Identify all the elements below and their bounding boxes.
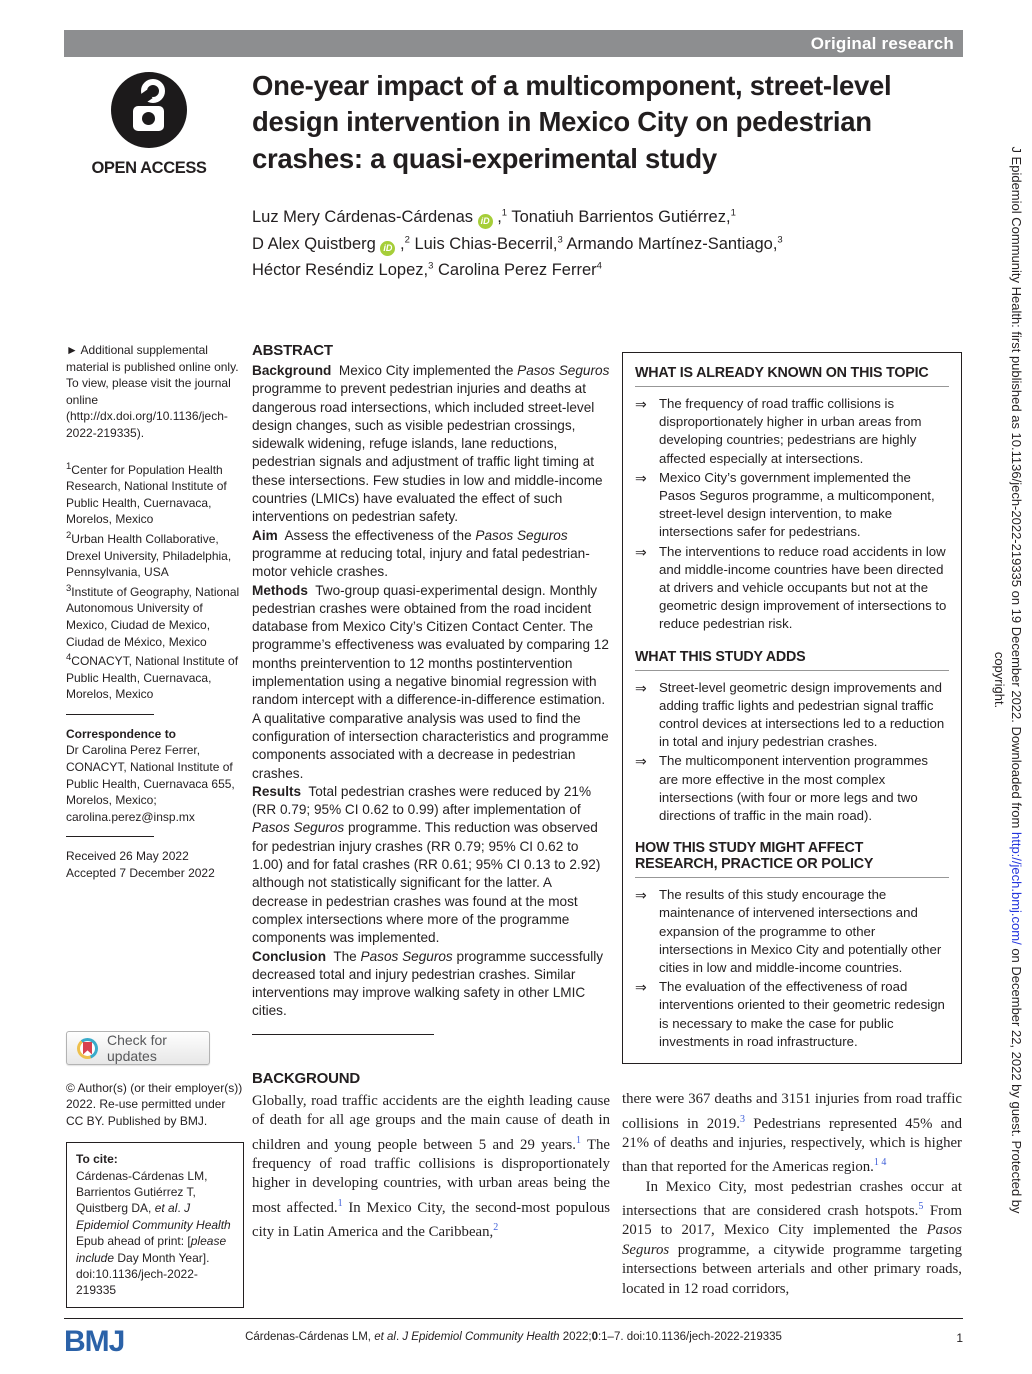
- footer-citation: Cárdenas-Cárdenas LM, et al. J Epidemiol Community Health 2022;0:1–7. doi:10.1136/jech-2022-219335: [245, 1331, 782, 1343]
- bmj-logo: BMJ: [64, 1325, 125, 1358]
- affiliation-sup: 3: [557, 234, 563, 246]
- orcid-icon[interactable]: iD: [478, 214, 493, 229]
- section-divider: [252, 1034, 434, 1035]
- author-line: D Alex Quistberg iD ,$^2$ Luis Chias-Becerril,$^3$ Armando Martínez-Santiago,$^3$: [252, 231, 966, 258]
- affiliation-sup: 1: [730, 207, 736, 219]
- right-column: [622, 342, 962, 1299]
- divider: [66, 836, 154, 837]
- left-sidebar-bottom: [66, 1031, 244, 1308]
- to-cite-text: Cárdenas-Cárdenas LM, Barrientos Gutiérrez T, Quistberg DA, et al. J Epidemiol Community Health Epub ahead of print: [please include Day Month Year]. doi:10.1136/jech-2022-219335: [76, 1168, 231, 1298]
- correspondence-block: [66, 726, 244, 826]
- author-line: Héctor Reséndiz Lopez,$^3$ Carolina Perez Ferrer$^4$: [252, 260, 602, 280]
- journal-imprint-vertical: [991, 12, 1024, 1348]
- to-cite-box: [66, 1142, 244, 1308]
- background-heading: BACKGROUND: [252, 1069, 360, 1087]
- received-date: Received 26 May 2022: [66, 849, 189, 864]
- key-message-bullet: ⇒ The multicomponent intervention programmes are more effective in the most complex intersections (with four or more legs and two directions of traffic in the main road).: [635, 753, 929, 824]
- reference-link[interactable]: 1: [576, 1134, 582, 1146]
- article-type-banner: [64, 30, 963, 57]
- paragraph: Background Mexico City implemented the Pasos Seguros programme to prevent pedestrian injuries and deaths at dangerous road intersections, which included street-level design changes, such as visible pedestrian crossings, sidewalk widening, refuge islands, lane reductions, pedestrian signals and adjustment of traffic light timing at these intersections. Few studies in low and middle-income countries (LMICs) have evaluated the effect of such interventions on pedestrian safety.: [252, 363, 610, 525]
- double-arrow-icon: ⇒: [635, 396, 647, 412]
- key-message-bullet: ⇒ Mexico City’s government implemented the Pasos Seguros programme, a multicomponent, street-level design intervention, to make intersections safer for pedestrians.: [635, 469, 935, 540]
- key-message-bullet: ⇒ The frequency of road traffic collisions is disproportionately higher in urban areas from developing countries; pedestrians are highly affected especially at intersections.: [635, 396, 922, 466]
- reference-link[interactable]: 3: [740, 1113, 745, 1125]
- paragraph: there were 367 deaths and 3151 injuries from road traffic collisions in 2019.$^3$ Pedestrians represented 45% and 21% of deaths and injuries, respectively, which is higher than that reported for the Americas region.$^{1 4}$: [622, 1091, 962, 1176]
- paragraph: Results Total pedestrian crashes were reduced by 21% (RR 0.79; 95% CI 0.62 to 0.99) after implementation of Pasos Seguros programme. This reduction was observed for pedestrian injury crashes (RR 0.79; 95% CI 0.62 to 1.00) and for fatal crashes (RR 0.61; 95% CI 0.13 to 2.92) although not statistically significant for the latter. A decrease in pedestrian crashes was found at the most complex intersections where more of the programme components was implemented.: [252, 783, 601, 946]
- orcid-icon[interactable]: iD: [380, 241, 395, 256]
- key-message-bullet: ⇒ The interventions to reduce road accidents in low and middle-income countries have been directed at drivers and vehicle occupants but not at the geometric design improvement of intersections to reduce pedestrian risk.: [635, 543, 947, 632]
- affiliation-sup: 3: [66, 582, 72, 594]
- author-list: [252, 204, 966, 284]
- affiliation-sup: 3: [777, 234, 783, 246]
- open-access-padlock-icon: [109, 70, 189, 150]
- background-body: [252, 1092, 610, 1243]
- article-type-label: Original research: [810, 34, 954, 53]
- footer-divider: [64, 1318, 963, 1319]
- paragraph: In Mexico City, most pedestrian crashes occur at intersections that are considered crash hotspots.$^5$ From 2015 to 2017, Mexico City implemented the Pasos Seguros programme, a citywide programme targeting intersections between arterials and other primary roads, located in 12 road corridors,: [622, 1178, 962, 1297]
- check-for-updates-button[interactable]: [66, 1031, 210, 1065]
- affiliation-sup: 2: [404, 234, 410, 246]
- key-messages-section: [635, 365, 949, 634]
- paragraph: Conclusion The Pasos Seguros programme successfully decreased total and injury pedestrian crashes. Similar interventions may improve walking safety in other LMIC cities.: [252, 948, 604, 1019]
- copyright-notice: © Author(s) (or their employer(s)) 2022. Re-use permitted under CC BY. Published by BMJ.: [66, 1081, 243, 1128]
- affiliations: [66, 459, 244, 703]
- key-message-bullet: ⇒ The results of this study encourage the maintenance of intervened intersections and expansion of the programme to other intersections in Mexico City and potentially other cities in low and middle-income countries.: [635, 887, 942, 976]
- key-messages-section: [635, 840, 949, 1051]
- key-message-bullet: ⇒ Street-level geometric design improvements and adding traffic lights and pedestrian signal traffic control devices at intersections led to a reduction in total and injury pedestrian crashes.: [635, 679, 945, 750]
- key-messages-heading: WHAT THIS STUDY ADDS: [635, 649, 949, 671]
- correspondence-label: Correspondence to: [66, 726, 177, 741]
- affiliation: $^3$Institute of Geography, National Autonomous University of Mexico, Ciudad de Mexico, Ciudad de México, Mexico: [66, 582, 240, 649]
- affiliation-sup: 2: [66, 529, 72, 541]
- divider: [66, 714, 154, 715]
- affiliation-sup: 1: [501, 207, 508, 219]
- history-dates: [66, 848, 244, 881]
- affiliation-sup: 3: [428, 260, 434, 272]
- journal-url-link[interactable]: http://jech.bmj.com/: [1009, 831, 1024, 945]
- author-line: Luz Mery Cárdenas-Cárdenas iD ,$^1$ Tonatiuh Barrientos Gutiérrez,$^1$: [252, 204, 966, 231]
- key-message-bullet: ⇒ The evaluation of the effectiveness of road interventions oriented to their geometric redesign is necessary to make the case for public investments in road infrastructure.: [635, 979, 945, 1049]
- open-access-block: [86, 70, 212, 178]
- page-number: 1: [956, 1331, 963, 1345]
- affiliation-sup: 1: [66, 460, 72, 472]
- imprint-line-2: copyright.: [992, 651, 1008, 709]
- affiliation-sup: 4: [596, 260, 602, 272]
- crossmark-icon: [77, 1038, 98, 1059]
- reference-link[interactable]: 1 4: [873, 1157, 887, 1169]
- reference-link[interactable]: 1: [337, 1197, 343, 1209]
- reference-link[interactable]: 5: [918, 1200, 924, 1212]
- affiliation: $^2$Urban Health Collaborative, Drexel University, Philadelphia, Pennsylvania, USA: [66, 529, 232, 580]
- paragraph: Aim Assess the effectiveness of the Pasos Seguros programme at reducing total, injury and fatal pedestrian-motor vehicle crashes.: [252, 527, 590, 580]
- key-messages-heading: HOW THIS STUDY MIGHT AFFECT RESEARCH, PRACTICE OR POLICY: [635, 840, 949, 878]
- supplemental-material-note: ► Additional supplemental material is published online only. To view, please visit the journal online (http://dx.doi.org/10.1136/jech-2022-219335).: [66, 343, 239, 440]
- double-arrow-icon: ⇒: [635, 469, 647, 486]
- imprint-line: J Epidemiol Community Health: first published as 10.1136/jech-2022-219335 on 19 December 2022. Downloaded from http://jech.bmj.com/ on December 22, 2022 by guest. Protected by: [1009, 146, 1024, 1214]
- key-messages-heading: WHAT IS ALREADY KNOWN ON THIS TOPIC: [635, 365, 949, 387]
- check-for-updates-label: Check for updates: [107, 1031, 167, 1064]
- key-messages-box: [622, 352, 962, 1064]
- paragraph: Globally, road traffic accidents are the eighth leading cause of death for all age groups and the main cause of death in children and young people between 5 and 29 years.$^1$ The frequency of road traffic collisions is disproportionately higher in developing countries, with urban areas being the most affected.$^1$ In Mexico City, the second-most populous city in Latin America and the Caribbean,$^2$: [252, 1092, 610, 1240]
- affiliation-sup: 4: [66, 652, 72, 664]
- correspondence-address: Dr Carolina Perez Ferrer, CONACYT, National Institute of Public Health, Cuernavaca 655, Morelos, Mexico;: [66, 743, 235, 808]
- background-body-continued: [622, 1090, 962, 1299]
- to-cite-label: To cite:: [76, 1152, 118, 1167]
- accepted-date: Accepted 7 December 2022: [66, 866, 215, 881]
- double-arrow-icon: ⇒: [635, 543, 647, 560]
- abstract-body: [252, 362, 610, 1021]
- left-sidebar: [66, 342, 244, 882]
- paragraph: Methods Two-group quasi-experimental design. Monthly pedestrian crashes were obtained from the road incident database from Mexico City’s Citizen Contact Center. The programme’s effectiveness was evaluated by comparing 12 months preintervention to 12 months postintervention implementation using a negative binomial regression with random intercept with a difference-in-difference estimation. A qualitative comparative analysis was used to find the configuration of intersection characteristics and programme components associated with a decrease in pedestrian crashes.: [252, 582, 609, 781]
- open-access-label: OPEN ACCESS: [91, 159, 207, 177]
- affiliation: $^1$Center for Population Health Research, National Institute of Public Health, Cuernavaca, Morelos, Mexico: [66, 460, 227, 527]
- reference-link[interactable]: 2: [493, 1221, 499, 1233]
- affiliation: $^4$CONACYT, National Institute of Public Health, Cuernavaca, Morelos, Mexico: [66, 652, 239, 702]
- abstract-heading: ABSTRACT: [252, 342, 333, 359]
- email-link[interactable]: carolina.perez@insp.mx: [66, 809, 195, 824]
- key-messages-section: [635, 649, 949, 826]
- abstract-column: [252, 342, 610, 1242]
- double-arrow-icon: ⇒: [635, 753, 647, 770]
- double-arrow-icon: ⇒: [635, 679, 647, 696]
- article-title: One-year impact of a multicomponent, street-level design intervention in Mexico City on pedestrian crashes: a quasi-experimental study: [252, 70, 892, 174]
- double-arrow-icon: ⇒: [635, 979, 647, 996]
- double-arrow-icon: ⇒: [635, 887, 647, 904]
